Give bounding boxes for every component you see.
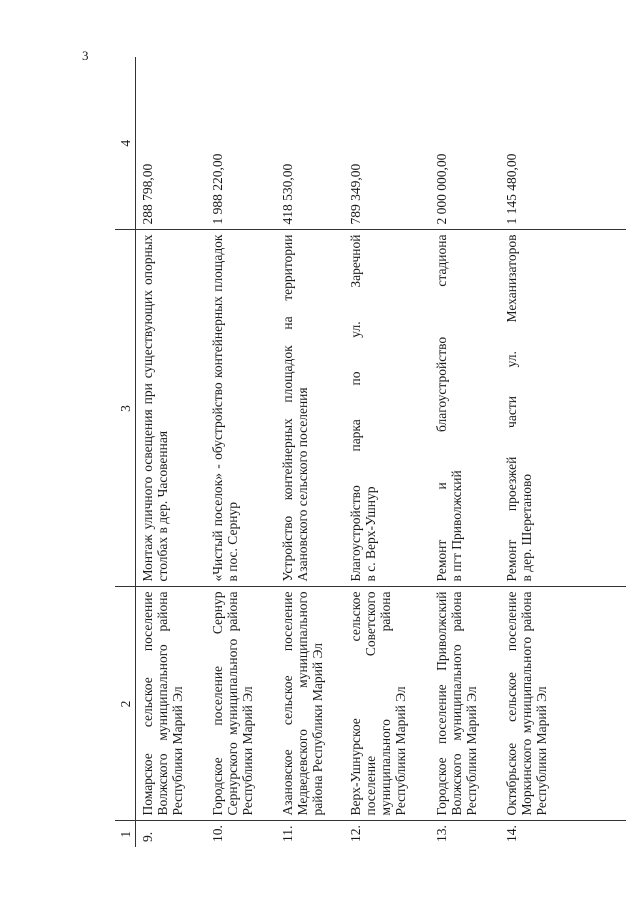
description-cell: «Чистый поселок» - обустройство контейнерных площадок в пос. Сернур — [206, 230, 276, 587]
municipality-cell: Октябрьское сельское поселение Моркинского муниципального района Республики Марий Эл — [500, 587, 626, 821]
table-row — [500, 57, 626, 847]
row-number: 14. — [503, 825, 519, 842]
municipality-cell: Помарское сельское поселение Волжского муниципального района Республики Марий Эл — [136, 587, 206, 821]
description-line: Благоустройство парка по ул. Заречной — [347, 234, 363, 582]
municipality-line: Республики Марий Эл — [392, 686, 408, 816]
column-header-2: 2 — [115, 587, 136, 821]
description-cell: Устройство контейнерных площадок на территории Азановского сельского поселения — [276, 230, 344, 587]
municipality-cell: Азановское сельское поселение Медведевского муниципального района Республики Марий Эл — [276, 587, 344, 821]
municipality-cell: Городское поселение Сернур Сернурского муниципального района Республики Марий Эл — [206, 587, 276, 821]
description-line: в с. Верх-Ушнур — [362, 486, 378, 582]
municipality-line: поселение Советского — [362, 591, 378, 816]
description-cell — [500, 230, 626, 587]
page-number: 3 — [82, 48, 89, 63]
amount-cell: 2 000 000,00 — [430, 57, 500, 230]
description-line: в дер. Шеретаново — [518, 473, 534, 582]
municipality-line: Верх-Ушнурское сельское — [347, 591, 363, 816]
amount-cell: 418 530,00 — [276, 57, 344, 230]
description-line: Ремонт и благоустройство стадиона — [433, 234, 449, 582]
table-row — [206, 57, 276, 847]
municipality-line: муниципального района — [377, 591, 393, 816]
allocation-table — [115, 57, 626, 847]
amount-cell: 1 145 480,00 — [500, 57, 626, 230]
table-row — [136, 57, 206, 847]
table-row — [276, 57, 344, 847]
table-row — [430, 57, 500, 847]
description-cell — [430, 230, 500, 587]
row-number: 13. — [433, 825, 449, 842]
column-header-4: 4 — [115, 57, 136, 230]
table-row — [344, 57, 430, 847]
municipality-cell — [344, 587, 430, 821]
column-header-1: 1 — [115, 821, 136, 847]
row-number: 12. — [347, 825, 363, 842]
table-header-row — [115, 57, 136, 847]
description-cell: Монтаж уличного освещения при существующих опорных столбах в дер. Часовенная — [136, 230, 206, 587]
row-number: 11. — [279, 825, 295, 842]
rotated-table-container — [115, 57, 623, 847]
amount-cell: 789 349,00 — [344, 57, 430, 230]
municipality-cell: Городское поселение Приволжский Волжского муниципального района Республики Марий Эл — [430, 587, 500, 821]
row-number: 9. — [140, 831, 155, 842]
description-line: Ремонт проезжей части ул. Механизаторов — [503, 234, 519, 582]
amount-cell: 288 798,00 — [136, 57, 206, 230]
description-cell — [344, 230, 430, 587]
column-header-3: 3 — [115, 230, 136, 587]
description-line: в пгт Приволжский — [448, 470, 464, 582]
amount-cell: 1 988 220,00 — [206, 57, 276, 230]
row-number: 10. — [209, 825, 225, 842]
